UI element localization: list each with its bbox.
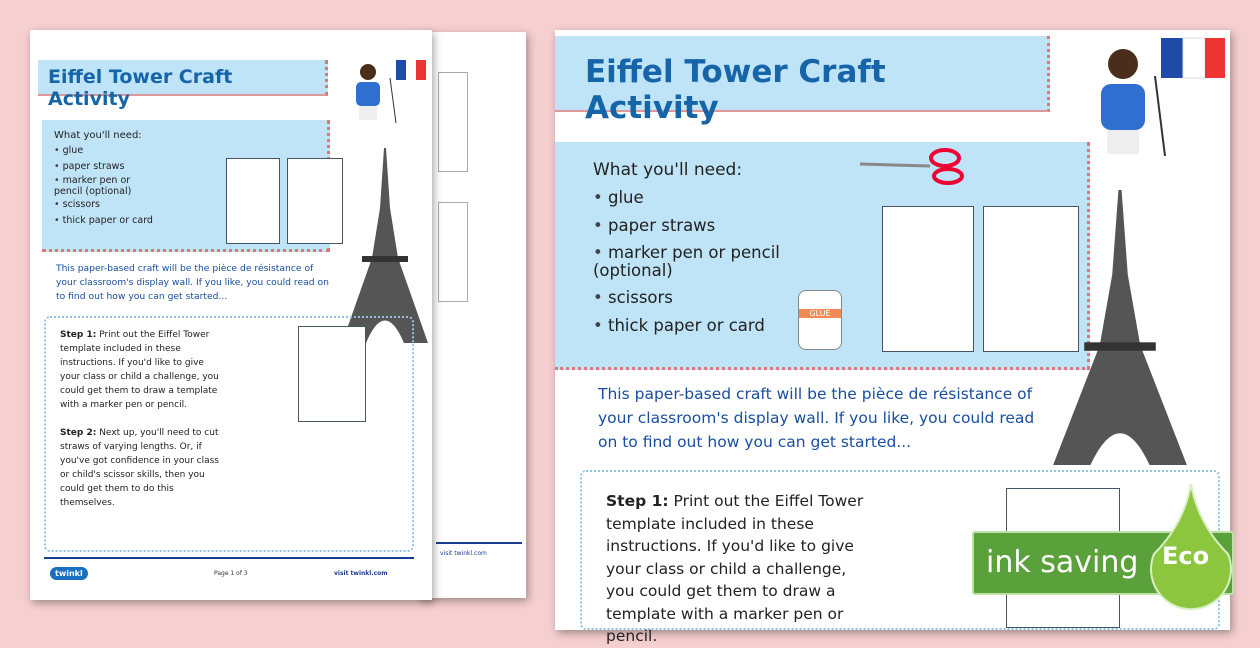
material-item: • scissors [54,197,159,213]
ink-saving-label: ink saving [986,545,1139,580]
material-item: • thick paper or card [54,213,159,229]
blank-card [882,206,974,352]
page-number: Page 1 of 3 [214,570,248,577]
material-item: • marker pen or pencil (optional) [593,240,793,284]
child-with-flag-icon [352,58,432,143]
footer-site[interactable]: visit twinkl.com [334,570,388,577]
step1-text: Print out the Eiffel Tower template included in these instructions. If you'd like to give your class or child a challenge, you could get them to draw a template with a marker pen or pencil. [60,330,219,410]
step1-label: Step 1: [60,330,97,340]
tower-template-card [287,158,343,244]
eco-drop-icon [1148,484,1234,604]
back-footer [436,542,522,563]
scissors-icon [860,146,970,186]
materials-panel [42,120,330,252]
material-item: • paper straws [54,159,159,175]
materials-heading: What you'll need: [593,160,743,180]
step2-text: Next up, you'll need to cut straws of varying lengths. Or, if you've got confidence in your class or child's scissor skills, then you could get them to do this themselves. [60,428,219,508]
template-image [438,72,468,172]
child-with-flag-icon [1095,36,1225,181]
intro-text: This paper-based craft will be the pièce de résistance of your classroom's display wall. If you like, you could read on to find out how you can get started... [598,385,1035,451]
material-item: • glue [593,184,793,212]
material-item: • scissors [593,284,793,312]
steps-panel [44,316,414,552]
footer-site: visit twinkl.com [440,550,487,557]
step1-label: Step 1: [606,492,669,510]
material-item: • paper straws [593,212,793,240]
page-title: Eiffel Tower Craft Activity [555,36,1050,112]
tower-template-card [298,326,366,422]
step2-label: Step 2: [60,428,97,438]
page-footer [44,557,414,597]
intro-text: This paper-based craft will be the pièce de résistance of your classroom's display wall. If you like, you could read on to find out how you can get started... [56,263,329,302]
twinkl-logo: twinkl [50,567,88,580]
page-title: Eiffel Tower Craft Activity [38,60,328,96]
page-preview-small [30,30,432,600]
material-item: • thick paper or card [593,312,793,340]
template-image [438,202,468,302]
material-item: • glue [54,143,159,159]
blank-card [226,158,280,244]
materials-panel [555,142,1090,370]
material-item: • marker pen or pencil (optional) [54,175,159,197]
back-page [418,32,526,598]
glue-bottle-icon [798,290,842,350]
materials-heading: What you'll need: [54,130,142,141]
eiffel-tower-icon [340,148,430,343]
glue-label: GLUE [799,309,841,318]
step1-text: Print out the Eiffel Tower template included in these instructions. If you'd like to give your class or child a challenge, you could get them to draw a template with a marker pen or pencil. [606,492,864,645]
eiffel-tower-icon [1050,190,1190,465]
eco-label: Eco [1162,542,1210,570]
